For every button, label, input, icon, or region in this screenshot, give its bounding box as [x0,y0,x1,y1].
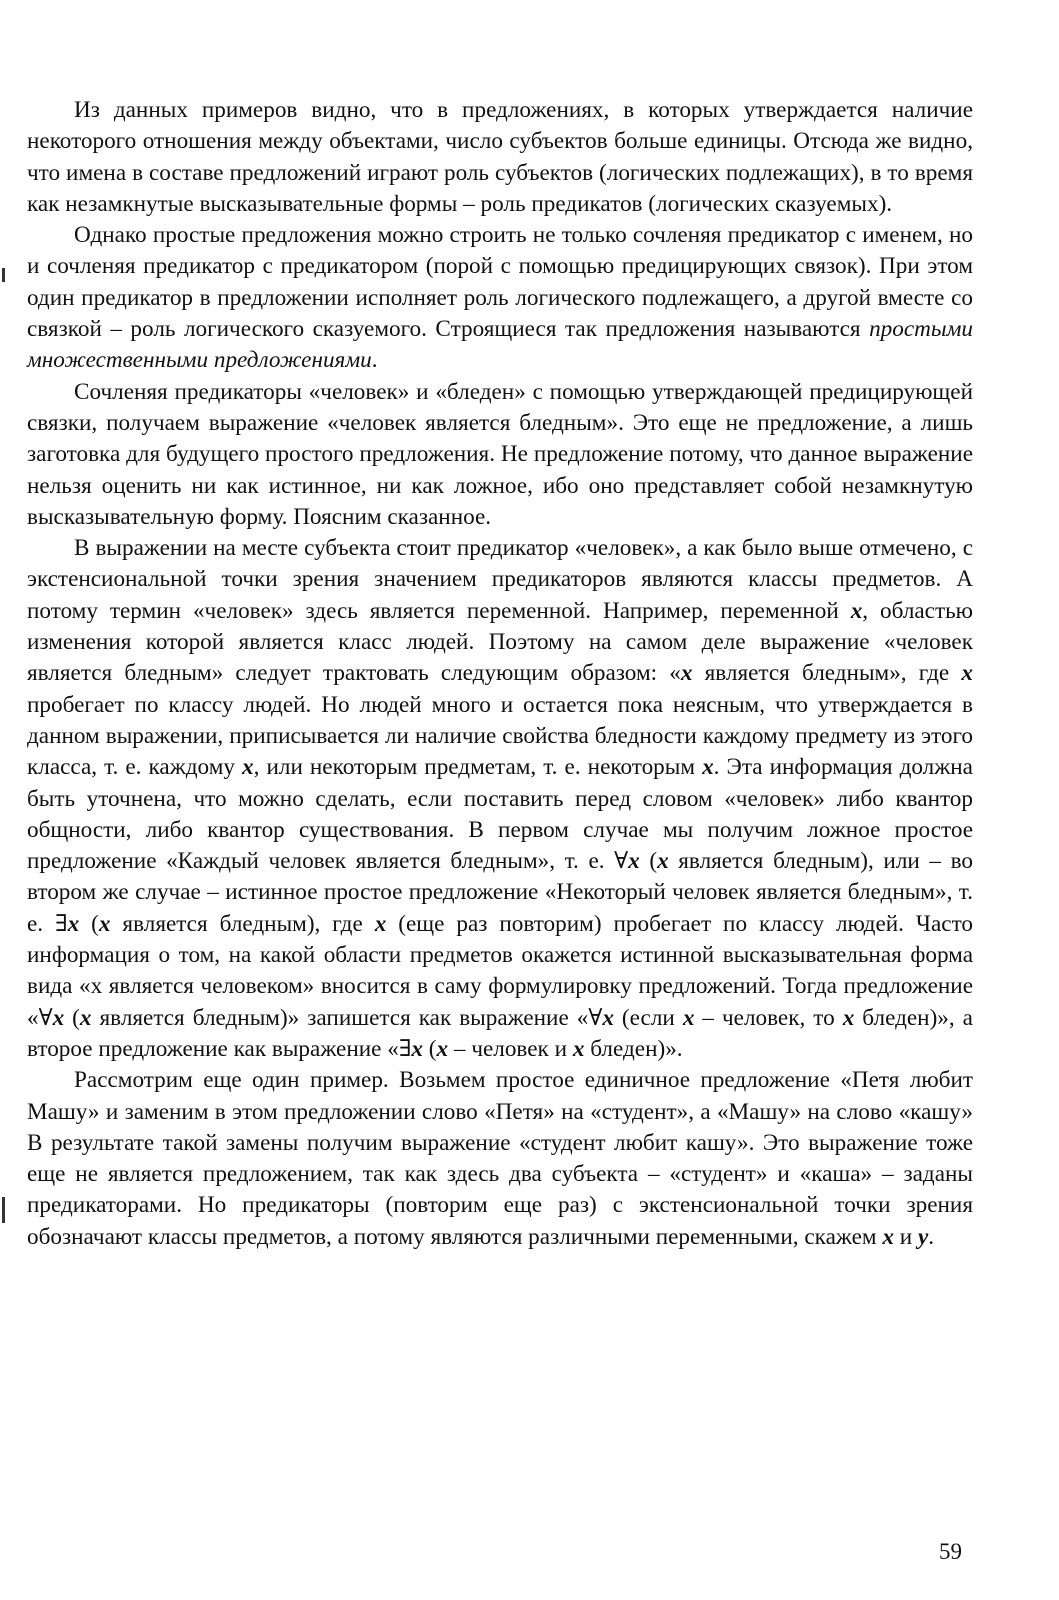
text-run: (если [613,1004,683,1031]
math-variable: x [67,910,80,937]
text-run: Однако простые предложения можно строить не только сочленяя предикатор с именем, но и сочленяя предикатор с предикатором (порой с помощью предицирующих связок). При этом один предикатор в предложении исполняет роль логического подлежащего, а другой вместе со связкой – роль логического сказуемого. Строящиеся так предложения называются [27,222,973,343]
math-variable: x [572,1035,585,1062]
text-run: ( [79,910,99,937]
math-variable: x [242,754,254,781]
text-run: . [371,347,378,374]
paragraph-5 [27,1065,973,1253]
math-variable: x [850,597,863,624]
math-variable: x [98,910,111,937]
text-run: ( [639,848,658,875]
math-variable: x [702,754,714,781]
text-run: – человек и [448,1035,573,1062]
text-run: , или некоторым предметам, т. е. некоторым [253,754,703,781]
math-variable: x [79,1004,92,1031]
math-variable: x [680,660,693,687]
text-run: является бледным), где [110,910,375,937]
text-run: бледен)», а второе предложение как выражение «∃ [27,1004,973,1062]
text-run: и [893,1223,918,1250]
math-variable: x [52,1004,65,1031]
text-run: В выражении на месте субъекта стоит предикатор «человек», а как было выше отмечено, с экстенсиональной точки зрения значением предикаторов являются классы предметов. А потому термин «человек» здесь является переменной. Например, переменной [27,535,973,624]
math-variable: x [628,848,640,875]
text-run: Сочленяя предикаторы «человек» и «бледен» с помощью утверждающей предицирующей связки, получаем выражение «человек является бледным». Это еще не предложение, а лишь заготовка для будущего простого предложения. Не предложение потому, что данное выражение нельзя оценить ни как истинное, ни как ложное, ибо оно представляет собой незамкнутую высказывательную форму. Поясним сказанное. [27,378,973,530]
italic-term: простыми множественными предложениями [27,316,973,374]
text-run: Из данных примеров видно, что в предложениях, в которых утверждается наличие некоторого отношения между объектами, число субъектов больше единицы. Отсюда же видно, что имена в составе предложений играют роль субъектов (логических подлежащих), в то время как незамкнутые высказывательные формы – роль предикатов (логических сказуемых). [27,97,973,217]
math-variable: x [882,1223,894,1250]
text-run: – человек, то [694,1004,843,1031]
math-variable: x [411,1035,423,1062]
math-variable: x [602,1004,614,1031]
math-variable: x [436,1035,449,1062]
math-variable: x [842,1004,855,1031]
paragraph-4 [27,533,973,1065]
text-run: (еще раз повторим) пробегает по классу людей. Часто информация о том, на какой области предметов окажется истинной высказывательная форма вида «x является человеком» вносится в саму формулировку предложений. Тогда предложение «∀ [27,910,973,1031]
margin-mark-top [2,268,5,282]
text-run: Рассмотрим еще один пример. Возьмем простое единичное предложение «Петя любит Машу» и заменим в этом предложении слово «Петя» на «студент», а «Машу» на слово «кашу» В результате такой замены получим выражение «студент любит кашу». Это выражение тоже еще не является предложением, так как здесь два субъекта – «студент» и «каша» – заданы предикаторами. Но предикаторы (повторим еще раз) с экстенсиональной точки зрения обозначают классы предметов, а потому являются различными переменными, скажем [27,1067,973,1250]
math-variable: x [682,1004,695,1031]
text-run: пробегает по классу людей. Но людей много и остается пока неясным, что утверждается в данном выражении, приписывается ли наличие свойства бледности каждому предмету из этого класса, т. е. каждому [27,691,973,781]
margin-mark-bottom [2,1197,5,1223]
text-run: ( [423,1035,437,1062]
text-run: . Эта информация должна быть уточнена, что можно сделать, если поставить перед словом «человек» либо квантор общности, либо квантор существования. В первом случае мы получим ложное простое предложение «Каждый человек является бледным», т. е. ∀ [27,754,973,875]
text-run: , областью изменения которой является класс людей. Поэтому на самом деле выражение «человек является бледным» следует трактовать следующим образом: « [27,597,973,687]
text-run: является бледным)» запишется как выражение «∀ [91,1004,603,1031]
text-run: является бледным), или – во втором же случае – истинное простое предложение «Некоторый человек является бледным», т. е. ∃ [27,848,973,937]
text-run: является бледным», где [692,660,962,687]
math-variable: x [374,910,387,937]
text-run: бледен)». [584,1035,683,1062]
page-number: 59 [939,1539,962,1564]
text-run: . [928,1223,935,1250]
math-variable: x [961,660,973,687]
page-body [27,95,973,1253]
paragraph-3 [27,377,973,533]
math-variable: y [917,1223,929,1250]
text-run: ( [64,1004,80,1031]
paragraph-2 [27,220,973,376]
math-variable: x [657,848,669,875]
paragraph-1 [27,95,973,220]
